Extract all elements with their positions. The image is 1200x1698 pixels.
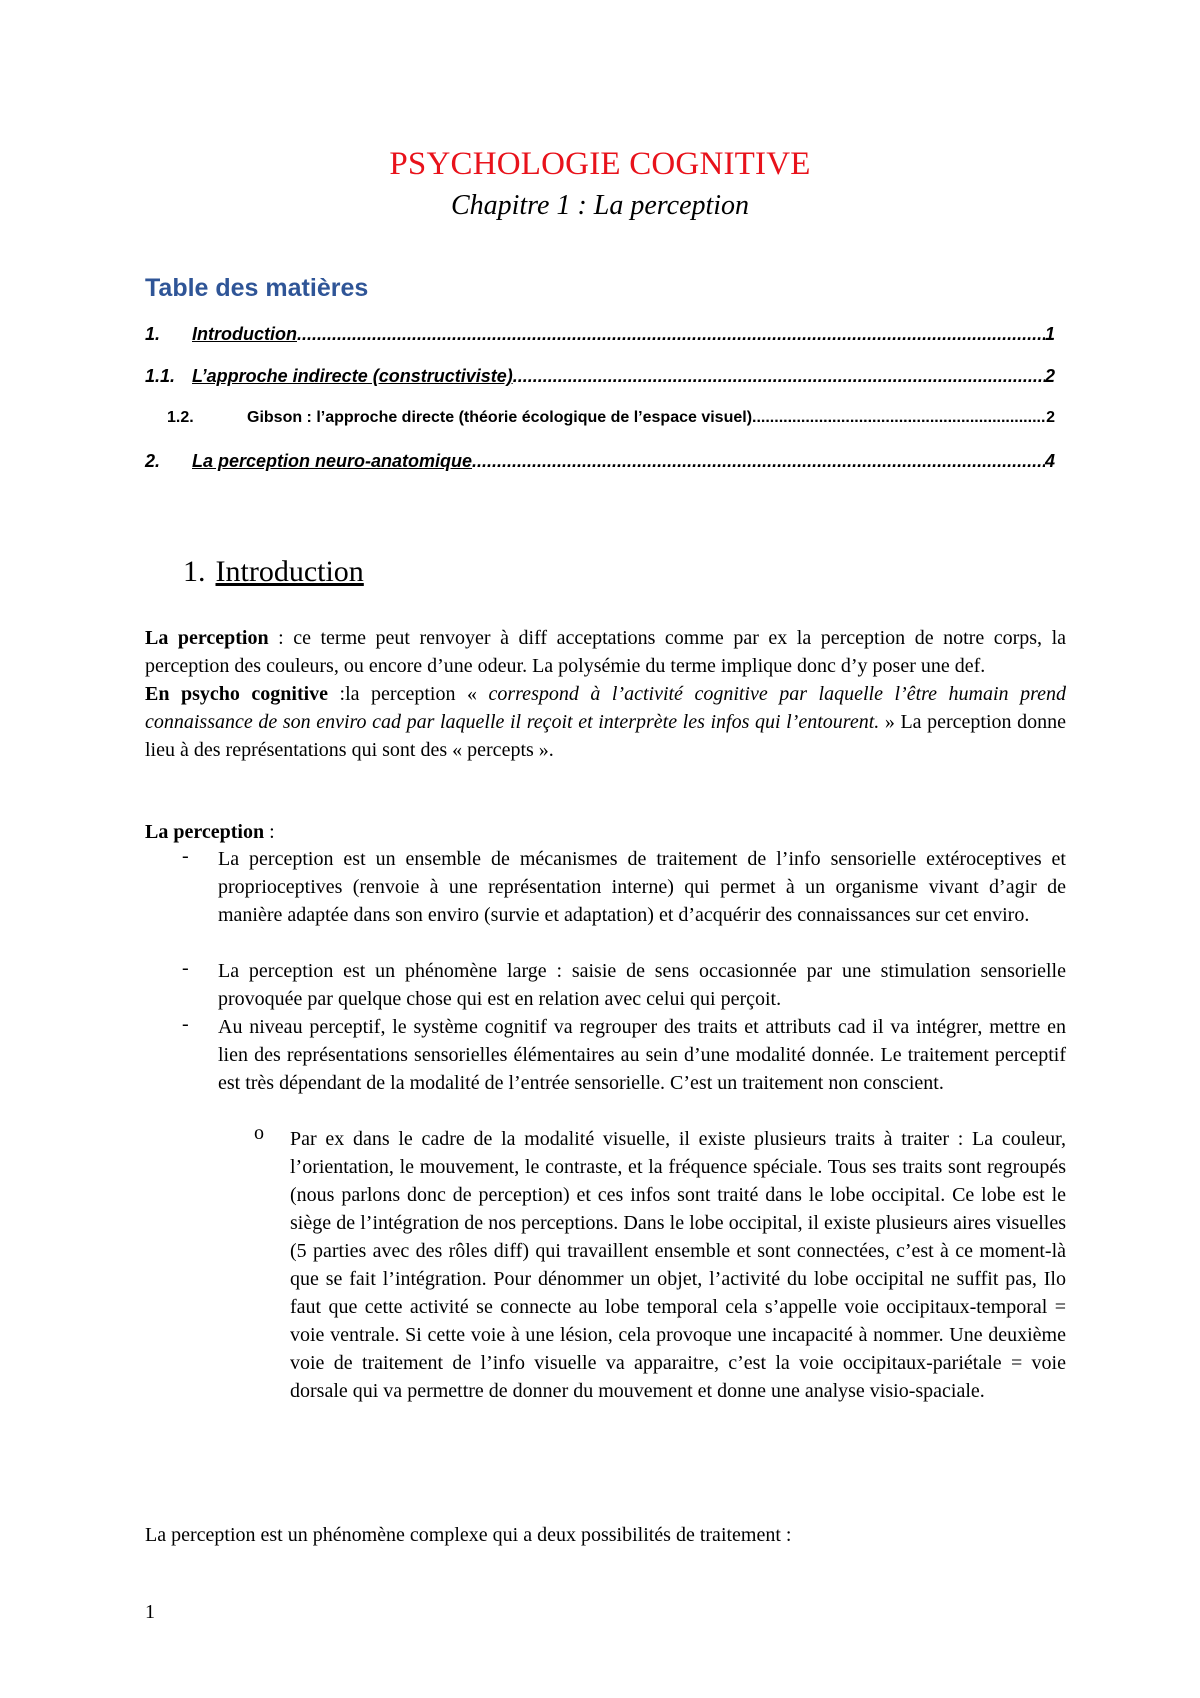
toc-entry-number: 1.2. — [167, 409, 194, 426]
toc-entry-page: 2 — [1044, 366, 1055, 386]
toc-leader-dots — [297, 324, 1045, 345]
toc-entry-page: 2 — [1046, 409, 1055, 426]
toc-entry-page: 1 — [1044, 324, 1055, 344]
paragraph-definition — [145, 624, 1066, 764]
paragraph-term: La perception — [145, 821, 265, 843]
toc-entry[interactable] — [145, 324, 1055, 345]
section-heading — [183, 555, 364, 589]
paragraph-closing: La perception est un phénomène complexe qui a deux possibilités de traitement : — [145, 1524, 792, 1546]
document-title: PSYCHOLOGIE COGNITIVE — [389, 146, 811, 182]
paragraph-text: » La perception donne lieu à des représentations qui sont des « percepts ». — [145, 711, 1067, 761]
document-subtitle: Chapitre 1 : La perception — [450, 190, 750, 221]
paragraph-quote: correspond à l’activité cognitive par laquelle l’être humain prend connaissance de son enviro cad par laquelle il reçoit et interprète les infos qui l’entourent. — [145, 683, 1066, 733]
toc-leader-dots — [513, 366, 1045, 387]
toc-entry-page: 4 — [1044, 451, 1055, 471]
toc-heading: Table des matières — [145, 274, 369, 302]
subbullet-marker: o — [254, 1122, 264, 1144]
bullet-marker: - — [182, 957, 189, 979]
bullet-marker: - — [182, 1013, 189, 1035]
paragraph-term: La perception — [145, 627, 269, 649]
list-item: Au niveau perceptif, le système cognitif va regrouper des traits et attributs cad il va intégrer, mettre en lien des représentations sensorielles élémentaires au sein d’une modalité donnée. Le traitement perceptif est très dépendant de la modalité de l’entrée sensorielle. C’est un traitement non conscient. — [218, 1016, 1066, 1094]
list-item: La perception est un ensemble de mécanismes de traitement de l’info sensorielle extéroceptives et proprioceptives (renvoie à une représentation interne) qui permet à un organisme vivant d’agir de manière adaptée dans son enviro (survie et adaptation) et d’acquérir des connaissances sur cet enviro. — [218, 848, 1066, 926]
toc-leader-dots — [752, 409, 1046, 427]
toc-entry[interactable] — [145, 366, 1055, 387]
paragraph-intro — [145, 818, 1066, 846]
toc-entry-label: La perception neuro-anatomique — [192, 451, 473, 471]
toc-entry[interactable] — [167, 409, 1055, 427]
paragraph-text: : ce terme peut renvoyer à diff acceptations comme par ex la perception de notre corps, la perception des couleurs, ou encore d’une odeur. La polysémie du terme implique donc d’y poser une def. — [145, 627, 1067, 677]
sub-list-item: Par ex dans le cadre de la modalité visuelle, il existe plusieurs traits à traiter : La couleur, l’orientation, le mouvement, le contraste, et la fréquence spéciale. Tous ses traits sont regroupés (nous parlons donc de perception) et ces infos sont traité dans le lobe occipital. Ce lobe est le siège de l’intégration de nos perceptions. Dans le lobe occipital, il existe plusieurs aires visuelles (5 parties avec des rôles diff) qui travaillent ensemble et sont connectées, c’est à ce moment-là que se fait l’intégration. Pour dénommer un objet, l’activité du lobe occipital ne suffit pas, Ilo faut que cette activité se connecte au lobe temporal cela s’appelle voie occipitaux-temporal = voie ventrale. Si cette voie à une lésion, cela provoque une incapacité à nommer. Une deuxième voie de traitement de l’info visuelle va apparaitre, c’est la voie occipitaux-pariétale = voie dorsale qui va permettre de donner du mouvement et donne une analyse visio-spaciale. — [290, 1128, 1066, 1402]
toc-entry-label: Introduction — [192, 324, 297, 344]
section-heading-text: Introduction — [215, 555, 364, 588]
toc-entry-number: 2. — [145, 451, 161, 471]
section-heading-number: 1. — [183, 555, 206, 588]
paragraph-text: :la perception « — [328, 683, 489, 705]
paragraph-term: En psycho cognitive — [145, 683, 329, 705]
toc-leader-dots — [472, 451, 1045, 472]
paragraph-text: : — [264, 821, 275, 843]
toc-entry-number: 1. — [145, 324, 161, 344]
list-item: La perception est un phénomène large : saisie de sens occasionnée par une stimulation sensorielle provoquée par quelque chose qui est en relation avec celui qui perçoit. — [218, 960, 1066, 1010]
bullet-marker: - — [182, 845, 189, 867]
toc-entry[interactable] — [145, 451, 1055, 472]
toc-entry-number: 1.1. — [145, 366, 176, 386]
toc-entry-label: L’approche indirecte (constructiviste) — [192, 366, 513, 386]
toc-entry-label: Gibson : l’approche directe (théorie écologique de l’espace visuel) — [247, 409, 753, 426]
page-number: 1 — [145, 1601, 155, 1623]
